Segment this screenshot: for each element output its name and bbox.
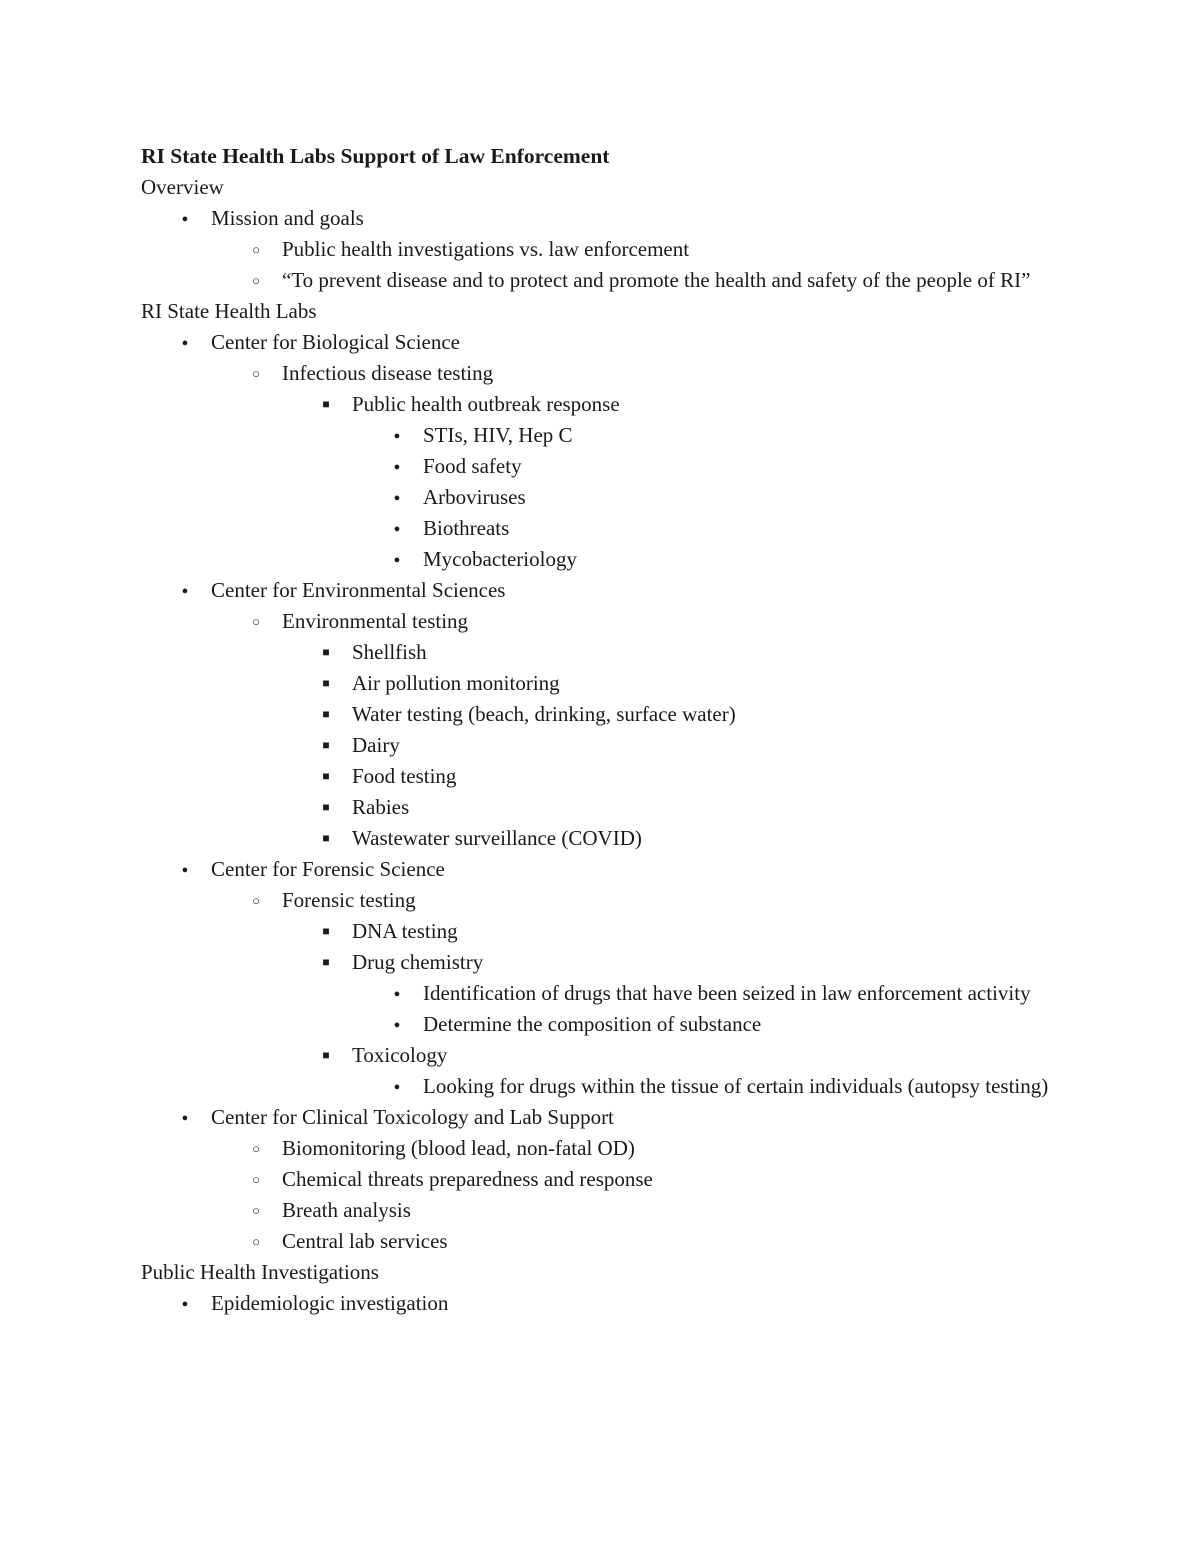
list-item: ■ Drug chemistry [141, 947, 1071, 978]
square-bullet-icon [316, 947, 336, 978]
list-item: ■ Public health outbreak response [141, 389, 1071, 420]
list-item: ● Looking for drugs within the tissue of certain individuals (autopsy testing) [141, 1071, 1071, 1102]
square-bullet-icon [316, 761, 336, 792]
list-item: ○ Environmental testing [141, 606, 1071, 637]
disc-bullet-icon [175, 575, 195, 607]
circle-bullet-icon [246, 1195, 266, 1227]
list-item: ● Mycobacteriology [141, 544, 1071, 575]
circle-bullet-icon [246, 885, 266, 917]
square-bullet-icon [316, 730, 336, 761]
disc-bullet-icon [387, 1071, 407, 1103]
list-item: ● Center for Biological Science [141, 327, 1071, 358]
list-item: ● Epidemiologic investigation [141, 1288, 1071, 1319]
disc-bullet-icon [387, 1009, 407, 1041]
list-item: ○ Biomonitoring (blood lead, non-fatal OD) [141, 1133, 1071, 1164]
list-item: ● Biothreats [141, 513, 1071, 544]
list-item: ■ Food testing [141, 761, 1071, 792]
disc-bullet-icon [387, 482, 407, 514]
list-item: ○ “To prevent disease and to protect and promote the health and safety of the people of RI” [141, 265, 1071, 296]
list-item: ● Food safety [141, 451, 1071, 482]
circle-bullet-icon [246, 265, 266, 297]
list-item: ● Center for Environmental Sciences [141, 575, 1071, 606]
square-bullet-icon [316, 792, 336, 823]
circle-bullet-icon [246, 606, 266, 638]
section-heading-overview: Overview [141, 175, 224, 199]
list-item: ○ Breath analysis [141, 1195, 1071, 1226]
circle-bullet-icon [246, 234, 266, 266]
disc-bullet-icon [387, 513, 407, 545]
list-item: ● Determine the composition of substance [141, 1009, 1071, 1040]
list-item: ■ Wastewater surveillance (COVID) [141, 823, 1071, 854]
disc-bullet-icon [387, 544, 407, 576]
disc-bullet-icon [387, 420, 407, 452]
list-item: ■ Shellfish [141, 637, 1071, 668]
list-item: ○ Infectious disease testing [141, 358, 1071, 389]
list-item: ■ Dairy [141, 730, 1071, 761]
list-item: ● Arboviruses [141, 482, 1071, 513]
section-heading-labs: RI State Health Labs [141, 299, 317, 323]
list-item: ○ Public health investigations vs. law enforcement [141, 234, 1071, 265]
list-item: ○ Chemical threats preparedness and response [141, 1164, 1071, 1195]
list-item: ● Identification of drugs that have been seized in law enforcement activity [141, 978, 1071, 1009]
list-item: ● STIs, HIV, Hep C [141, 420, 1071, 451]
square-bullet-icon [316, 668, 336, 699]
list-item: ● Center for Forensic Science [141, 854, 1071, 885]
square-bullet-icon [316, 823, 336, 854]
circle-bullet-icon [246, 1164, 266, 1196]
disc-bullet-icon [175, 1288, 195, 1320]
disc-bullet-icon [175, 203, 195, 235]
disc-bullet-icon [175, 854, 195, 886]
list-item: ● Center for Clinical Toxicology and Lab Support [141, 1102, 1071, 1133]
document-body [141, 141, 1071, 1319]
square-bullet-icon [316, 699, 336, 730]
list-item: ■ Air pollution monitoring [141, 668, 1071, 699]
circle-bullet-icon [246, 358, 266, 390]
list-item: ● Mission and goals [141, 203, 1071, 234]
disc-bullet-icon [175, 1102, 195, 1134]
list-item: ■ DNA testing [141, 916, 1071, 947]
disc-bullet-icon [387, 978, 407, 1010]
square-bullet-icon [316, 389, 336, 420]
square-bullet-icon [316, 1040, 336, 1071]
square-bullet-icon [316, 916, 336, 947]
disc-bullet-icon [387, 451, 407, 483]
list-item: ■ Rabies [141, 792, 1071, 823]
circle-bullet-icon [246, 1133, 266, 1165]
disc-bullet-icon [175, 327, 195, 359]
document-title: RI State Health Labs Support of Law Enforcement [141, 144, 610, 168]
section-heading-investigations: Public Health Investigations [141, 1260, 379, 1284]
list-item: ■ Water testing (beach, drinking, surface water) [141, 699, 1071, 730]
circle-bullet-icon [246, 1226, 266, 1258]
list-item: ○ Central lab services [141, 1226, 1071, 1257]
list-item: ■ Toxicology [141, 1040, 1071, 1071]
list-item: ○ Forensic testing [141, 885, 1071, 916]
square-bullet-icon [316, 637, 336, 668]
